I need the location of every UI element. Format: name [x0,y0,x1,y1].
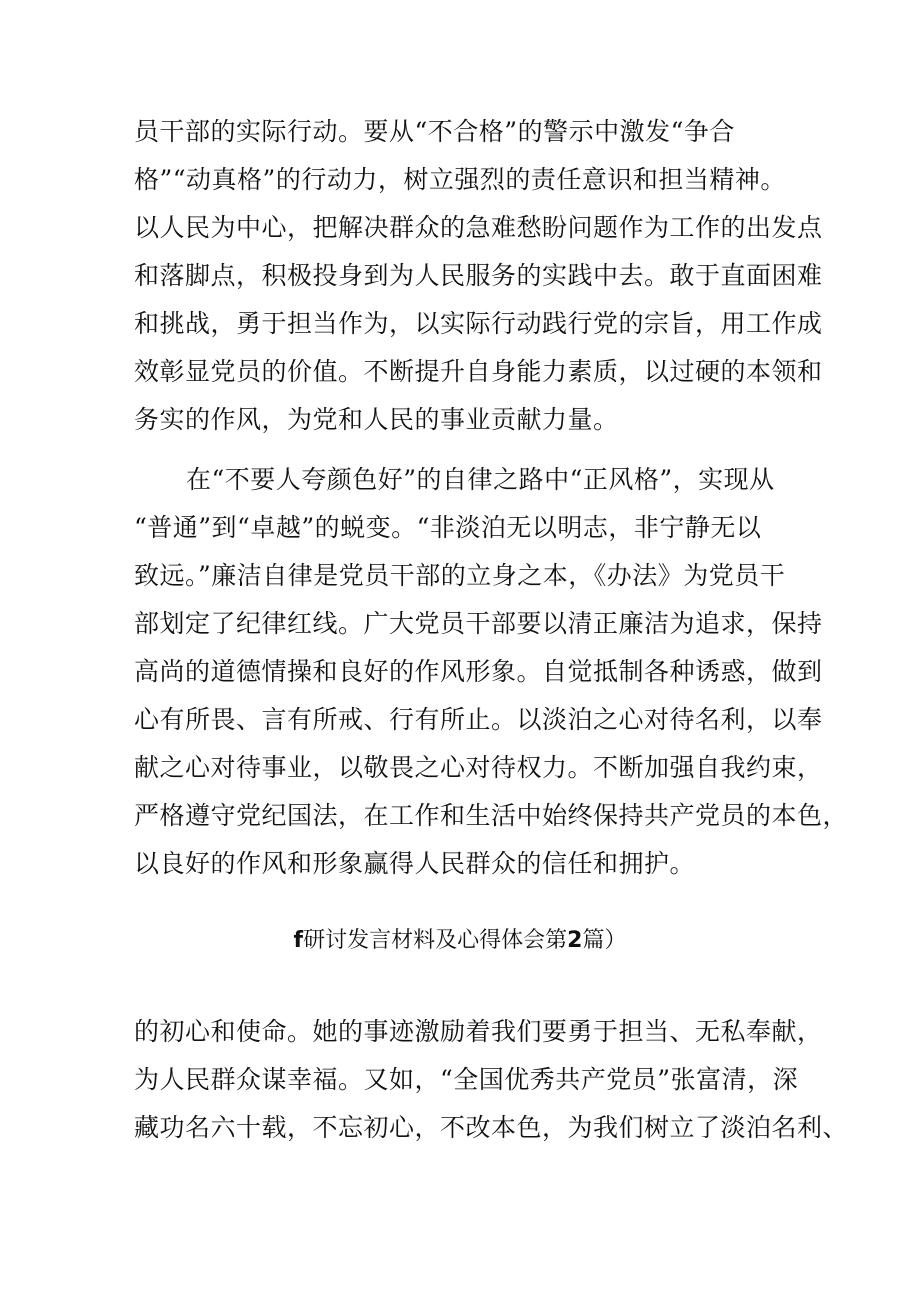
paragraph-1-line-3: 以人民为中心，把解决群众的急难愁盼问题作为工作的出发点 [134,213,823,242]
heading-suffix: 篇） [582,928,627,953]
closing-line-3: 藏功名六十载，不忘初心，不改本色，为我们树立了淡泊名利、 [134,1113,849,1142]
closing-line-2: 为人民群众谋幸福。又如，“全国优秀共产党员”张富清，深 [134,1065,799,1094]
closing-line-1: 的初心和使命。她的事迹激励着我们要勇于担当、无私奉献， [134,1017,823,1046]
paragraph-2-line-7: 献之心对待事业，以敬畏之心对待权力。不断加强自我约束， [134,753,823,782]
paragraph-2-line-8: 严格遵守党纪国法，在工作和生活中始终保持共产党员的本色， [134,801,849,830]
paragraph-1-line-6: 效彰显党员的价值。不断提升自身能力素质，以过硬的本领和 [134,357,823,386]
paragraph-2-line-3: 致远。”廉洁自律是党员干部的立身之本，《办法》为党员干 [134,561,786,590]
heading-number-prefix: 第 [545,928,568,953]
section-heading [0,924,920,958]
paragraph-1-line-4: 和落脚点，积极投身到为人民服务的实践中去。敢于直面困难 [134,261,823,290]
paragraph-1-line-1: 员干部的实际行动。要从“不合格”的警示中激发“争合 [134,117,735,146]
heading-number: 2 [567,928,583,953]
paragraph-2-line-9: 以良好的作风和形象赢得人民群众的信任和拥护。 [134,849,696,878]
paragraph-2-line-1: 在“不要人夸颜色好”的自律之路中“正风格”，实现从 [186,465,775,494]
paragraph-1-line-5: 和挑战，勇于担当作为，以实际行动践行党的宗旨，用工作成 [134,309,823,338]
paragraph-2-line-6: 心有所畏、言有所戒、行有所止。以淡泊之心对待名利，以奉 [134,705,823,734]
paragraph-1-line-7: 务实的作风，为党和人民的事业贡献力量。 [134,405,619,434]
paragraph-1-line-2: 格”“动真格”的行动力，树立强烈的责任意识和担当精神。 [134,165,786,194]
paragraph-2-line-4: 部划定了纪律红线。广大党员干部要以清正廉洁为追求，保持 [134,609,823,638]
heading-prefix: f [293,928,304,953]
heading-title: 研讨发言材料及心得体会 [303,928,546,953]
paragraph-2-line-5: 高尚的道德情操和良好的作风形象。自觉抵制各种诱惑，做到 [134,657,823,686]
paragraph-2-line-2: “普通”到“卓越”的蜕变。“非淡泊无以明志，非宁静无以 [134,513,762,542]
